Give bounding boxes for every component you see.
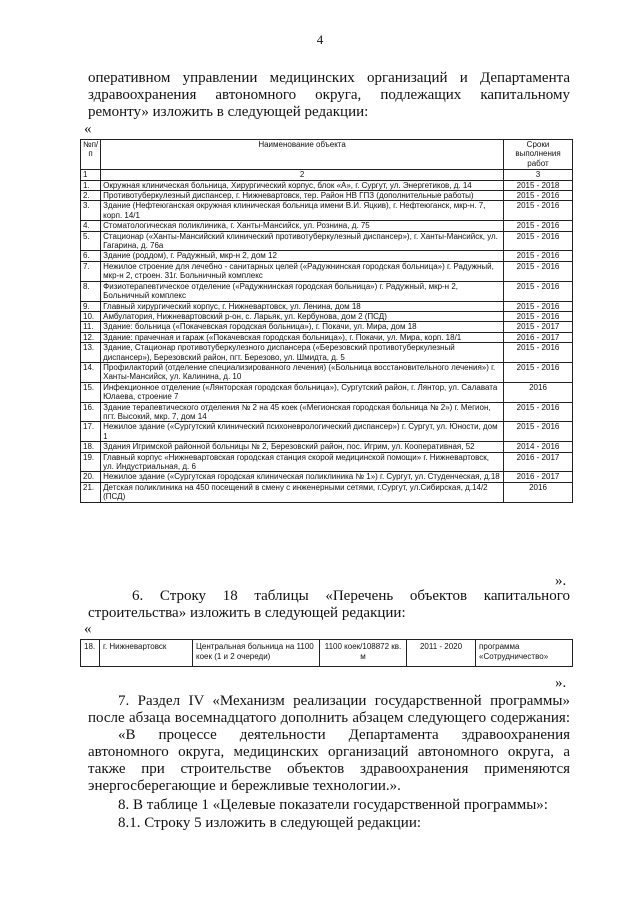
item-8-paragraph: 8. В таблице 1 «Целевые показатели государственной программы»: (118, 797, 548, 813)
table-cell: программа «Сотрудничество» (476, 640, 573, 667)
repair-objects-table (80, 139, 573, 503)
table-cell: Противотуберкулезный диспансер, г. Нижневартовск, тер. Район НВ ГПЗ (дополнительные работы) (101, 191, 504, 201)
table-cell: 2016 - 2017 (504, 332, 573, 342)
table-header-cell: Наименование объекта (101, 140, 504, 170)
table-cell: Здание: прачечная и гараж («Покачевская городская больница»), г. Покачи, ул. Мира, корп. 18/1 (101, 332, 504, 342)
table-cell: 1100 коек/108872 кв. м (320, 640, 407, 667)
table-row (81, 191, 573, 201)
table-row (81, 251, 573, 261)
table-cell: 2. (81, 191, 101, 201)
table-cell: Стационар («Ханты-Мансийский клинический противотуберкулезный диспансер»), г. Ханты-Мансийск, ул. Гагарина, д. 76а (101, 231, 504, 251)
table-cell: Инфекционное отделение («Лянторская городская больница»), Сургутский район, г. Лянтор, ул. Салавата Юлаева, строение 7 (101, 382, 504, 402)
table-cell: Центральная больница на 1100 коек (1 и 2 очереди) (193, 640, 320, 667)
table-row (81, 382, 573, 402)
table-cell: 12. (81, 332, 101, 342)
table-cell: 19. (81, 452, 101, 472)
table-cell: Здание терапевтического отделения № 2 на 45 коек («Мегионская городская больница № 2») г. Мегион, пгт. Высокий, мкр. 7, дом 14 (101, 402, 504, 422)
table-cell: 8. (81, 281, 101, 301)
table-cell: Нежилое здание («Сургутская городская клиническая поликлиника № 1») г. Сургут, ул. Студенческая, д.18 (101, 472, 504, 482)
table-cell: 11. (81, 322, 101, 332)
table-cell: 2014 - 2016 (504, 442, 573, 452)
table-cell: 2015 - 2016 (504, 191, 573, 201)
table-index-cell: 1 (81, 170, 101, 180)
table-row (81, 422, 573, 442)
table-cell: 16. (81, 402, 101, 422)
table-cell: г. Нижневартовск (100, 640, 193, 667)
table-cell: 2015 - 2016 (504, 422, 573, 442)
table-cell: 2015 - 2018 (504, 180, 573, 190)
table-row (81, 311, 573, 321)
table-index-cell: 3 (504, 170, 573, 180)
table-row (81, 261, 573, 281)
table-cell: 2015 - 2016 (504, 231, 573, 251)
table-row (81, 472, 573, 482)
table-row (81, 231, 573, 251)
table-cell: Здание, Стационар противотуберкулезного диспансера («Березовский противотуберкулезный диспансер»), Березовский район, пгт. Березово, ул. Шмидта, д. 5 (101, 343, 504, 363)
table-cell: 2011 - 2020 (407, 640, 476, 667)
table-row (81, 482, 573, 502)
table-cell: 1. (81, 180, 101, 190)
open-quote: « (84, 121, 92, 137)
table-cell: Амбулатория, Нижневартовский р-он, с. Ларьяк, ул. Кербунова, дом 2 (ПСД) (101, 311, 504, 321)
table-cell: 2015 - 2016 (504, 251, 573, 261)
table-row (81, 281, 573, 301)
table-row (81, 322, 573, 332)
text-line: автономного округа, медицинских организаций автономного округа, а (88, 744, 570, 760)
table-cell: 2015 - 2016 (504, 281, 573, 301)
table-header-row (81, 140, 573, 170)
intro-paragraph (88, 70, 570, 121)
page-number: 4 (316, 32, 324, 47)
table-cell: 5. (81, 231, 101, 251)
table-cell: Нежилое здание («Сургутский клинический психоневрологический диспансер») г. Сургут, ул. Юности, дом 1 (101, 422, 504, 442)
table-row (81, 221, 573, 231)
table-cell: 9. (81, 301, 101, 311)
table-cell: 17. (81, 422, 101, 442)
table-row (81, 201, 573, 221)
item-6-paragraph (88, 588, 570, 622)
open-quote: « (84, 621, 92, 637)
table-cell: 10. (81, 311, 101, 321)
table-cell: 2016 - 2017 (504, 452, 573, 472)
table-cell: Здание: больница («Покачевская городская больница»), г. Покачи, ул. Мира, дом 18 (101, 322, 504, 332)
text-line: также при строительстве объектов здравоохранения применяются (88, 761, 570, 777)
text-line: строительства» изложить в следующей редакции: (88, 605, 406, 621)
table-cell: 20. (81, 472, 101, 482)
table-cell: 2015 - 2016 (504, 362, 573, 382)
table-row (81, 452, 573, 472)
table-cell: Здания Игримской районной больницы № 2, Березовский район, пос. Игрим, ул. Кооперативная, 52 (101, 442, 504, 452)
table-cell: 2015 - 2016 (504, 301, 573, 311)
table-cell: 2016 (504, 382, 573, 402)
table-cell: 2015 - 2016 (504, 311, 573, 321)
close-quote: ». (555, 573, 567, 589)
text-line: здравоохранения автономного округа, подлежащих капитальному (88, 87, 570, 103)
table-cell: 2016 - 2017 (504, 472, 573, 482)
table-row (81, 332, 573, 342)
table-cell: Главный корпус «Нижневартовская городская станция скорой медицинской помощи» г. Нижневартовск, ул. Индустриальная, д. 6 (101, 452, 504, 472)
item-8-1-paragraph: 8.1. Строку 5 изложить в следующей редакции: (118, 815, 422, 831)
table-index-cell: 2 (101, 170, 504, 180)
table-cell: Стоматологическая поликлиника, г. Ханты-Мансийск, ул. Рознина, д. 75 (101, 221, 504, 231)
table-cell: 21. (81, 482, 101, 502)
table-cell: Окружная клиническая больница, Хирургический корпус, блок «А», г. Сургут, ул. Энергетиков, д. 14 (101, 180, 504, 190)
close-quote: ». (555, 675, 567, 691)
table-row (81, 362, 573, 382)
table-cell: Здание (Нефтеюганская окружная клиническая больница имени В.И. Яцкив), г. Нефтеюганск, мкр-н. 7, корп. 14/1 (101, 201, 504, 221)
table-header-cell: №п/ п (81, 140, 101, 170)
text-line: 6. Строку 18 таблицы «Перечень объектов капитального (132, 588, 570, 604)
table-cell: 15. (81, 382, 101, 402)
table-row (81, 442, 573, 452)
table-cell: Профилакторий (отделение специализированного лечения) («Больница восстановительного лечения») г. Ханты-Мансийск, ул. Калинина, д. 10 (101, 362, 504, 382)
table-cell: 18. (81, 640, 100, 667)
table-cell: Детская поликлиника на 450 посещений в смену с инженерными сетями, г.Сургут, ул.Сибирская, д.14/2 (ПСД) (101, 482, 504, 502)
text-line: «В процессе деятельности Департамента здравоохранения (118, 727, 570, 743)
table-cell: 2015 - 2016 (504, 221, 573, 231)
table-cell: 3. (81, 201, 101, 221)
table-header-cell: Сроки выполнения работ (504, 140, 573, 170)
text-line: после абзаца восемнадцатого дополнить абзацем следующего содержания: (88, 710, 570, 726)
text-line: энергосберегающие и бережливые технологии.». (88, 778, 401, 794)
table-cell: Главный хирургический корпус, г. Нижневартовск, ул. Ленина, дом 18 (101, 301, 504, 311)
capital-construction-table (80, 639, 573, 667)
table-cell: 2015 - 2016 (504, 201, 573, 221)
table-row (81, 640, 573, 667)
text-line: оперативном управлении медицинских организаций и Департамента (88, 70, 570, 86)
table-cell: 4. (81, 221, 101, 231)
table-row (81, 402, 573, 422)
table-cell: 2015 - 2016 (504, 261, 573, 281)
table-cell: Физиотерапевтическое отделение («Радужнинская городская больница») г. Радужный, мкр-н 2, Больничный комплекс (101, 281, 504, 301)
text-line: 7. Раздел IV «Механизм реализации государственной программы» (118, 693, 570, 709)
table-cell: 18. (81, 442, 101, 452)
table-index-row (81, 170, 573, 180)
table-cell: Здание (роддом), г. Радужный, мкр-н 2, дом 12 (101, 251, 504, 261)
table-row (81, 343, 573, 363)
table-cell: 2015 - 2016 (504, 343, 573, 363)
text-line: ремонту» изложить в следующей редакции: (88, 104, 369, 120)
table-cell: 7. (81, 261, 101, 281)
table-cell: 6. (81, 251, 101, 261)
table-cell: 13. (81, 343, 101, 363)
table-row (81, 301, 573, 311)
table-row (81, 180, 573, 190)
table-cell: 2016 (504, 482, 573, 502)
table-cell: Нежилое строение для лечебно - санитарных целей («Радужнинская городская больница») г. Радужный, мкр-н 2, строен. 31г. Больничный комплекс (101, 261, 504, 281)
table-cell: 2015 - 2017 (504, 322, 573, 332)
table-cell: 2015 - 2016 (504, 402, 573, 422)
item-7-paragraph (88, 693, 570, 795)
table-cell: 14. (81, 362, 101, 382)
